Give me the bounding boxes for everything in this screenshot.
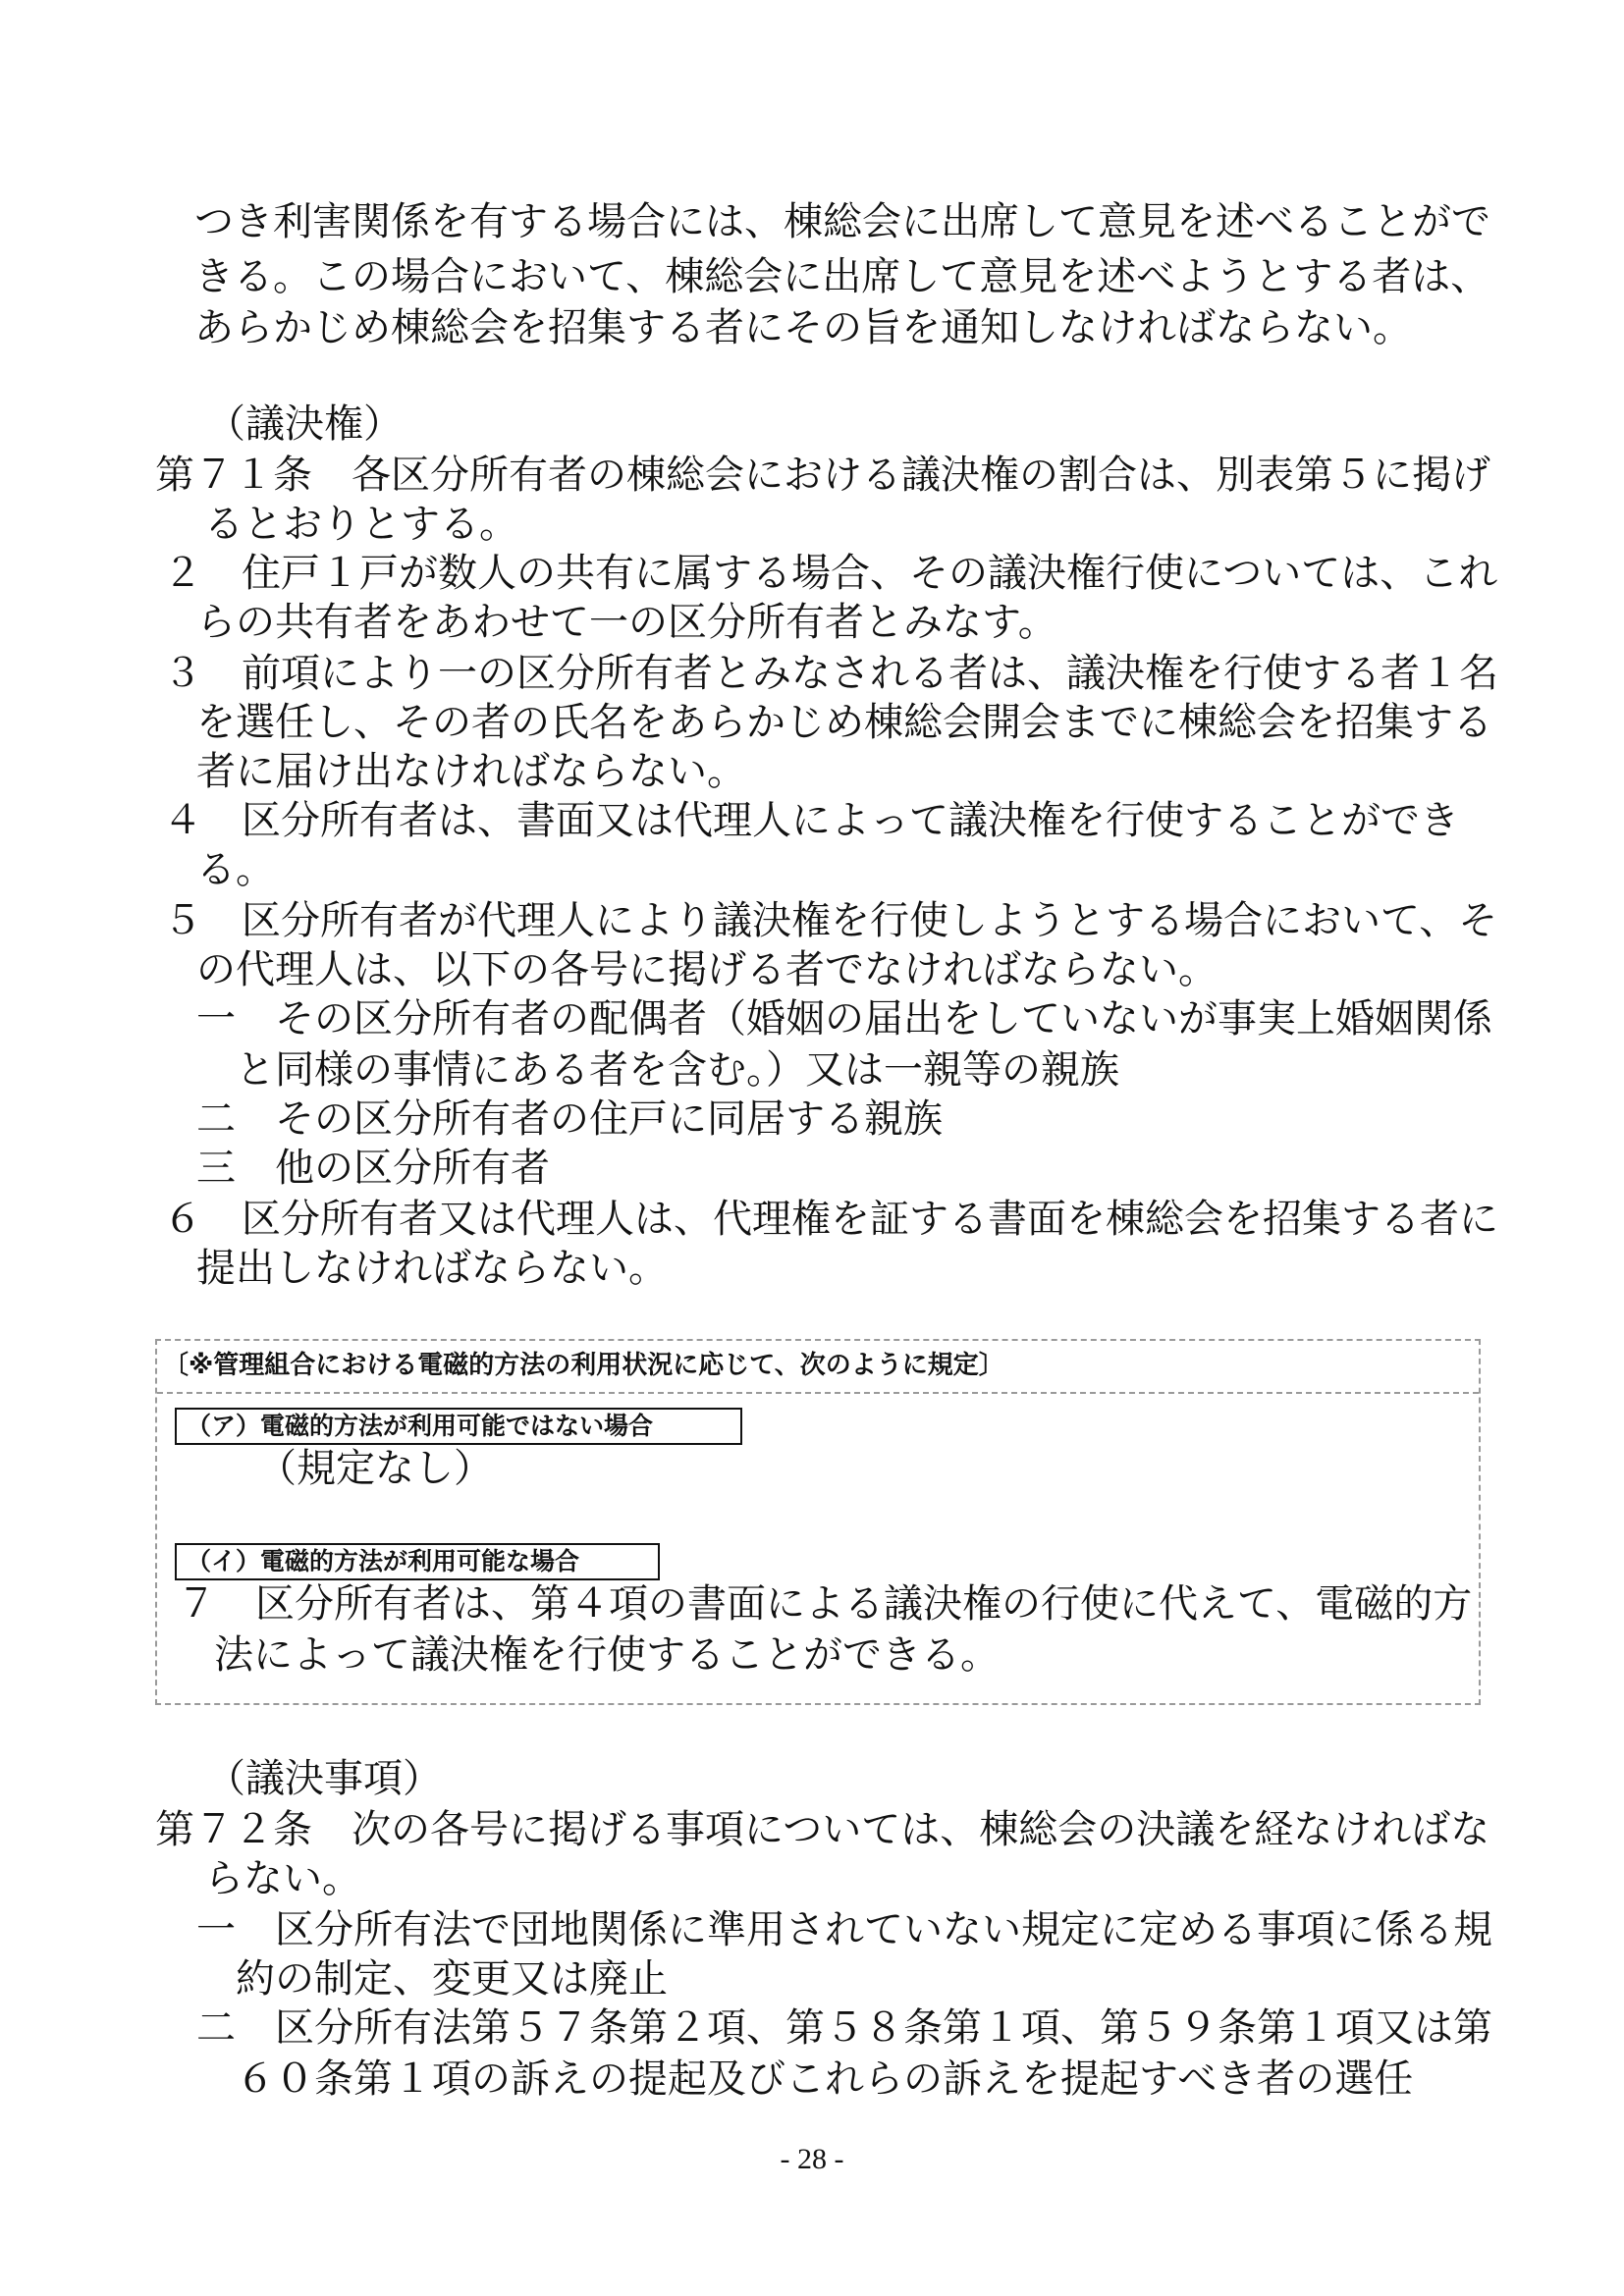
item-2-line: 二 区分所有法第５７条第２項、第５８条第１項、第５９条第１項又は第 bbox=[196, 2005, 1492, 2051]
paragraph-7-line: 法によって議決権を行使することができる。 bbox=[214, 1632, 1000, 1678]
item-2-line: 二 その区分所有者の住戸に同居する親族 bbox=[196, 1096, 943, 1142]
item-1-line: 一 その区分所有者の配偶者（婚姻の届出をしていないが事実上婚姻関係 bbox=[196, 996, 1492, 1041]
paragraph-3-line: を選任し、その者の氏名をあらかじめ棟総会開会までに棟総会を招集する bbox=[196, 700, 1492, 745]
case-a-body: （規定なし） bbox=[257, 1446, 493, 1491]
paragraph-3-line: ３ 前項により一の区分所有者とみなされる者は、議決権を行使する者１名 bbox=[163, 651, 1498, 696]
article-71-line: 第７１条 各区分所有者の棟総会における議決権の割合は、別表第５に掲げ bbox=[155, 453, 1490, 498]
paragraph-2-line: らの共有者をあわせて一の区分所有者とみなす。 bbox=[196, 600, 1057, 645]
item-1-line: 約の制定、変更又は廃止 bbox=[236, 1956, 668, 2002]
paragraph-4-line: る。 bbox=[196, 847, 275, 892]
page-number: - 28 - bbox=[780, 2143, 844, 2175]
text-line: あらかじめ棟総会を招集する者にその旨を通知しなければならない。 bbox=[194, 305, 1412, 350]
item-3-line: 三 他の区分所有者 bbox=[196, 1146, 550, 1191]
paragraph-6-line: ６ 区分所有者又は代理人は、代理権を証する書面を棟総会を招集する者に bbox=[163, 1197, 1498, 1242]
article-71-line: るとおりとする。 bbox=[204, 502, 518, 547]
electronic-method-box bbox=[155, 1339, 1481, 1705]
item-1-line: 一 区分所有法で団地関係に準用されていない規定に定める事項に係る規 bbox=[196, 1907, 1492, 1952]
article-72-line: らない。 bbox=[204, 1856, 361, 1901]
paragraph-5-line: の代理人は、以下の各号に掲げる者でなければならない。 bbox=[196, 947, 1218, 992]
paragraph-2-line: ２ 住戸１戸が数人の共有に属する場合、その議決権行使については、これ bbox=[163, 551, 1498, 596]
article-72-line: 第７２条 次の各号に掲げる事項については、棟総会の決議を経なければな bbox=[155, 1807, 1490, 1852]
text-line: つき利害関係を有する場合には、棟総会に出席して意見を述べることがで bbox=[194, 199, 1490, 244]
article-72-heading: （議決事項） bbox=[206, 1756, 442, 1801]
paragraph-6-line: 提出しなければならない。 bbox=[196, 1246, 668, 1291]
paragraph-4-line: ４ 区分所有者は、書面又は代理人によって議決権を行使することができ bbox=[163, 798, 1459, 843]
article-71-heading: （議決権） bbox=[206, 401, 403, 447]
text-line: きる。この場合において、棟総会に出席して意見を述べようとする者は、 bbox=[194, 254, 1490, 299]
paragraph-5-line: ５ 区分所有者が代理人により議決権を行使しようとする場合において、そ bbox=[163, 898, 1498, 943]
paragraph-3-line: 者に届け出なければならない。 bbox=[196, 749, 746, 794]
item-1-line: と同様の事情にある者を含む。）又は一親等の親族 bbox=[236, 1047, 1119, 1093]
item-2-line: ６０条第１項の訴えの提起及びこれらの訴えを提起すべき者の選任 bbox=[236, 2056, 1414, 2102]
case-b-label: （イ）電磁的方法が利用可能な場合 bbox=[175, 1543, 660, 1580]
paragraph-7-line: ７ 区分所有者は、第４項の書面による議決権の行使に代えて、電磁的方 bbox=[177, 1581, 1473, 1627]
case-a-label: （ア）電磁的方法が利用可能ではない場合 bbox=[175, 1408, 742, 1445]
box-header bbox=[157, 1341, 1479, 1394]
box-header-text: 〔※管理組合における電磁的方法の利用状況に応じて、次のように規定〕 bbox=[163, 1351, 1004, 1380]
